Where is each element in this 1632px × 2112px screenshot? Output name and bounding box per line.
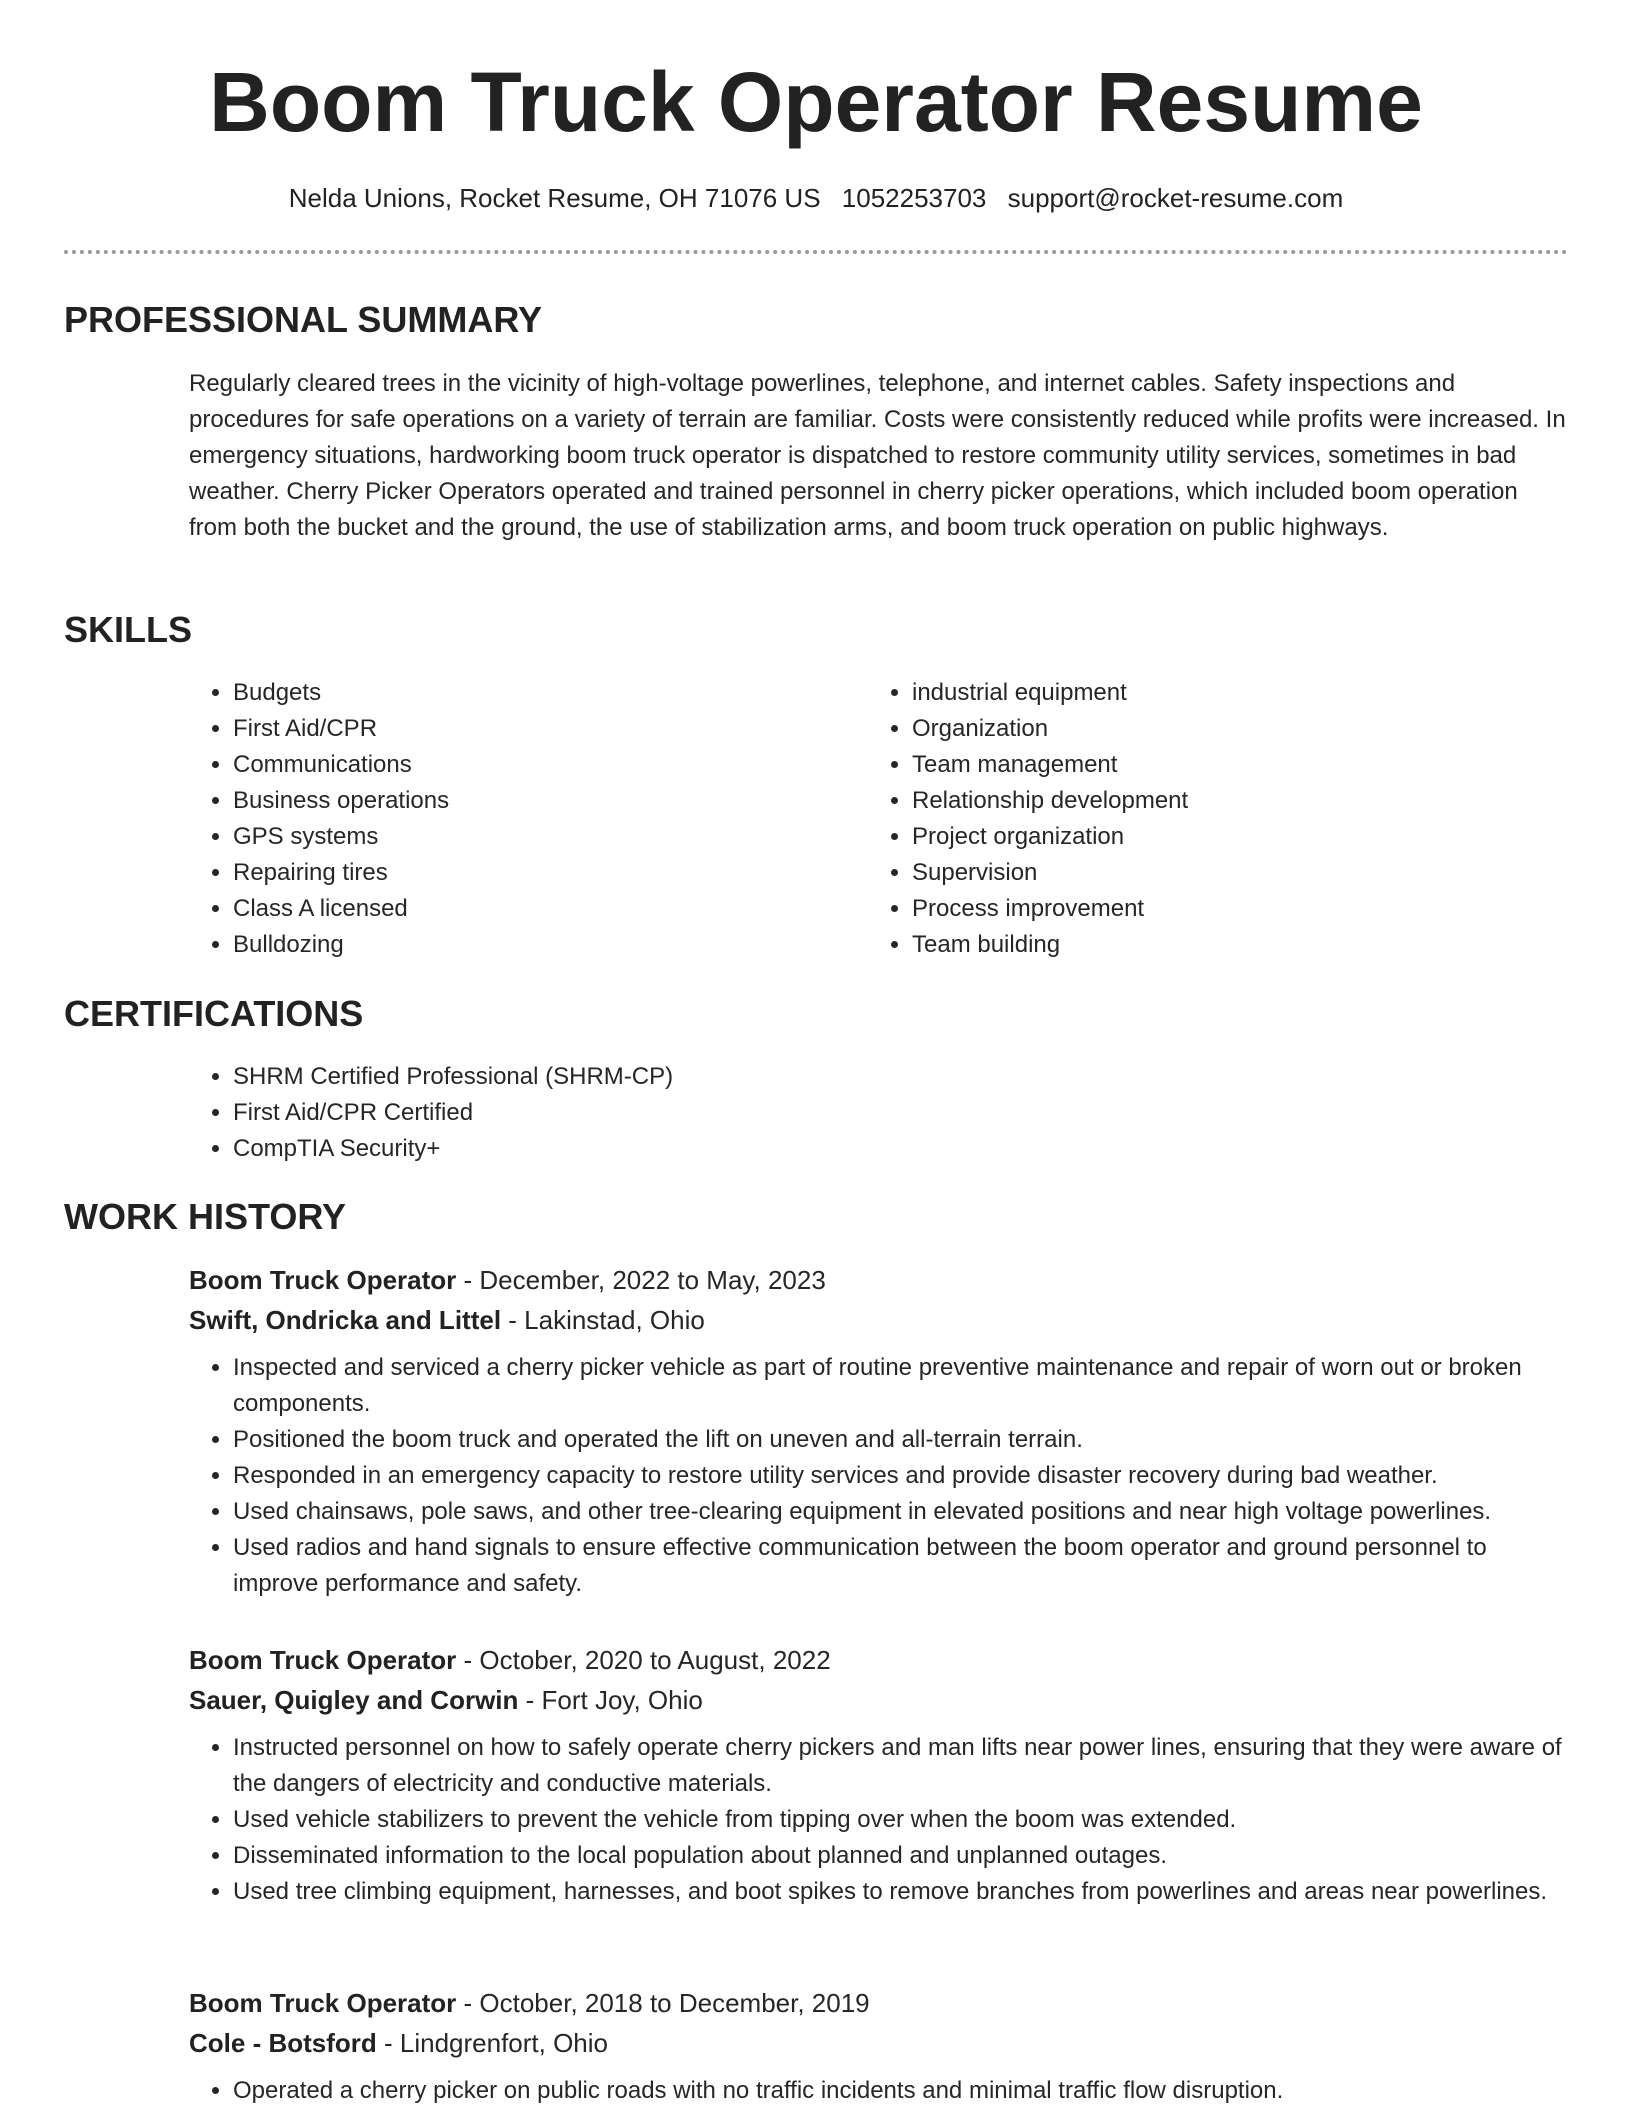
job-title: Boom Truck Operator [189,1265,457,1295]
skill-item: • Business operations [233,783,449,819]
skill-item: • Process improvement [912,891,1188,927]
job-bullet: • Used tree climbing equipment, harnesses, and boot spikes to remove branches from powerlines and areas near powerlines. [233,1874,1569,1910]
summary-text: Regularly cleared trees in the vicinity of high-voltage powerlines, telephone, and internet cables. Safety inspections and procedures for safe operations on a variety of terrain are familiar. Costs were consistently reduced while profits were increased. In emergency situations, hardworking boom truck operator is dispatched to restore community utility services, sometimes in bad weather. Cherry Picker Operators operated and trained personnel in cherry picker operations, which included boom operation from both the bucket and the ground, the use of stabilization arms, and boom truck operation on public highways. [189,370,1566,541]
job-bullet: • Positioned the boom truck and operated the lift on uneven and all-terrain terrain. [233,1422,1569,1458]
job-company: Cole - Botsford [189,2028,377,2058]
job-bullet: • Instructed personnel on how to safely operate cherry pickers and man lifts near power lines, ensuring that they were aware of the dangers of electricity and conductive materials. [233,1730,1569,1802]
job-company-line [189,1300,1569,1340]
skill-item: • Repairing tires [233,855,449,891]
job-entry [189,1260,1569,1602]
certifications-list [189,1059,673,1167]
job-bullet: • Used radios and hand signals to ensure effective communication between the boom operator and ground personnel to improve performance and safety. [233,1530,1569,1602]
job-location: - Lindgrenfort, Ohio [376,2028,608,2058]
skill-item: • GPS systems [233,819,449,855]
skill-item: • Budgets [233,675,449,711]
skill-item: • Class A licensed [233,891,449,927]
job-location: - Lakinstad, Ohio [501,1305,705,1335]
job-company: Swift, Ondricka and Littel [189,1305,502,1335]
job-dates: - October, 2020 to August, 2022 [456,1645,831,1675]
resume-title: Boom Truck Operator Resume [209,55,1423,149]
certifications-heading: CERTIFICATIONS [64,993,364,1034]
job-bullet: • Used vehicle stabilizers to prevent the vehicle from tipping over when the boom was extended. [233,1802,1569,1838]
work-history-heading: WORK HISTORY [64,1196,347,1237]
contact-line [0,180,1632,216]
job-bullet: • Inspected and serviced a cherry picker vehicle as part of routine preventive maintenance and repair of worn out or broken components. [233,1350,1569,1422]
job-company-line [189,1680,1569,1720]
job-title: Boom Truck Operator [189,1988,457,2018]
skills-heading: SKILLS [64,609,193,650]
skill-item: • Bulldozing [233,927,449,963]
contact-address: Nelda Unions, Rocket Resume, OH 71076 US [288,183,821,213]
job-dates: - December, 2022 to May, 2023 [456,1265,826,1295]
header-divider [64,250,1568,254]
job-entry [189,1983,1569,2109]
skill-item: • industrial equipment [912,675,1188,711]
job-bullet: • Operated a cherry picker on public roads with no traffic incidents and minimal traffic flow disruption. [233,2073,1569,2109]
certification-item: • First Aid/CPR Certified [233,1095,673,1131]
job-company: Sauer, Quigley and Corwin [189,1685,519,1715]
job-company-line [189,2023,1569,2063]
job-title: Boom Truck Operator [189,1645,457,1675]
certification-item: • SHRM Certified Professional (SHRM-CP) [233,1059,673,1095]
job-bullet: • Disseminated information to the local population about planned and unplanned outages. [233,1838,1569,1874]
skills-left-column [189,675,449,963]
job-bullet: • Responded in an emergency capacity to restore utility services and provide disaster recovery during bad weather. [233,1458,1569,1494]
skill-item: • First Aid/CPR [233,711,449,747]
contact-phone: 1052253703 [841,183,987,213]
contact-email: support@rocket-resume.com [1007,183,1344,213]
job-location: - Fort Joy, Ohio [518,1685,703,1715]
skills-right-column [868,675,1188,963]
skill-item: • Team building [912,927,1188,963]
skill-item: • Communications [233,747,449,783]
job-dates: - October, 2018 to December, 2019 [456,1988,870,2018]
skill-item: • Project organization [912,819,1188,855]
job-bullet: • Used chainsaws, pole saws, and other tree-clearing equipment in elevated positions and near high voltage powerlines. [233,1494,1569,1530]
skill-item: • Organization [912,711,1188,747]
skill-item: • Supervision [912,855,1188,891]
skill-item: • Relationship development [912,783,1188,819]
job-title-line [189,1640,1569,1680]
skill-item: • Team management [912,747,1188,783]
job-title-line [189,1983,1569,2023]
summary-heading: PROFESSIONAL SUMMARY [64,299,543,340]
job-title-line [189,1260,1569,1300]
job-entry [189,1640,1569,1910]
certification-item: • CompTIA Security+ [233,1131,673,1167]
